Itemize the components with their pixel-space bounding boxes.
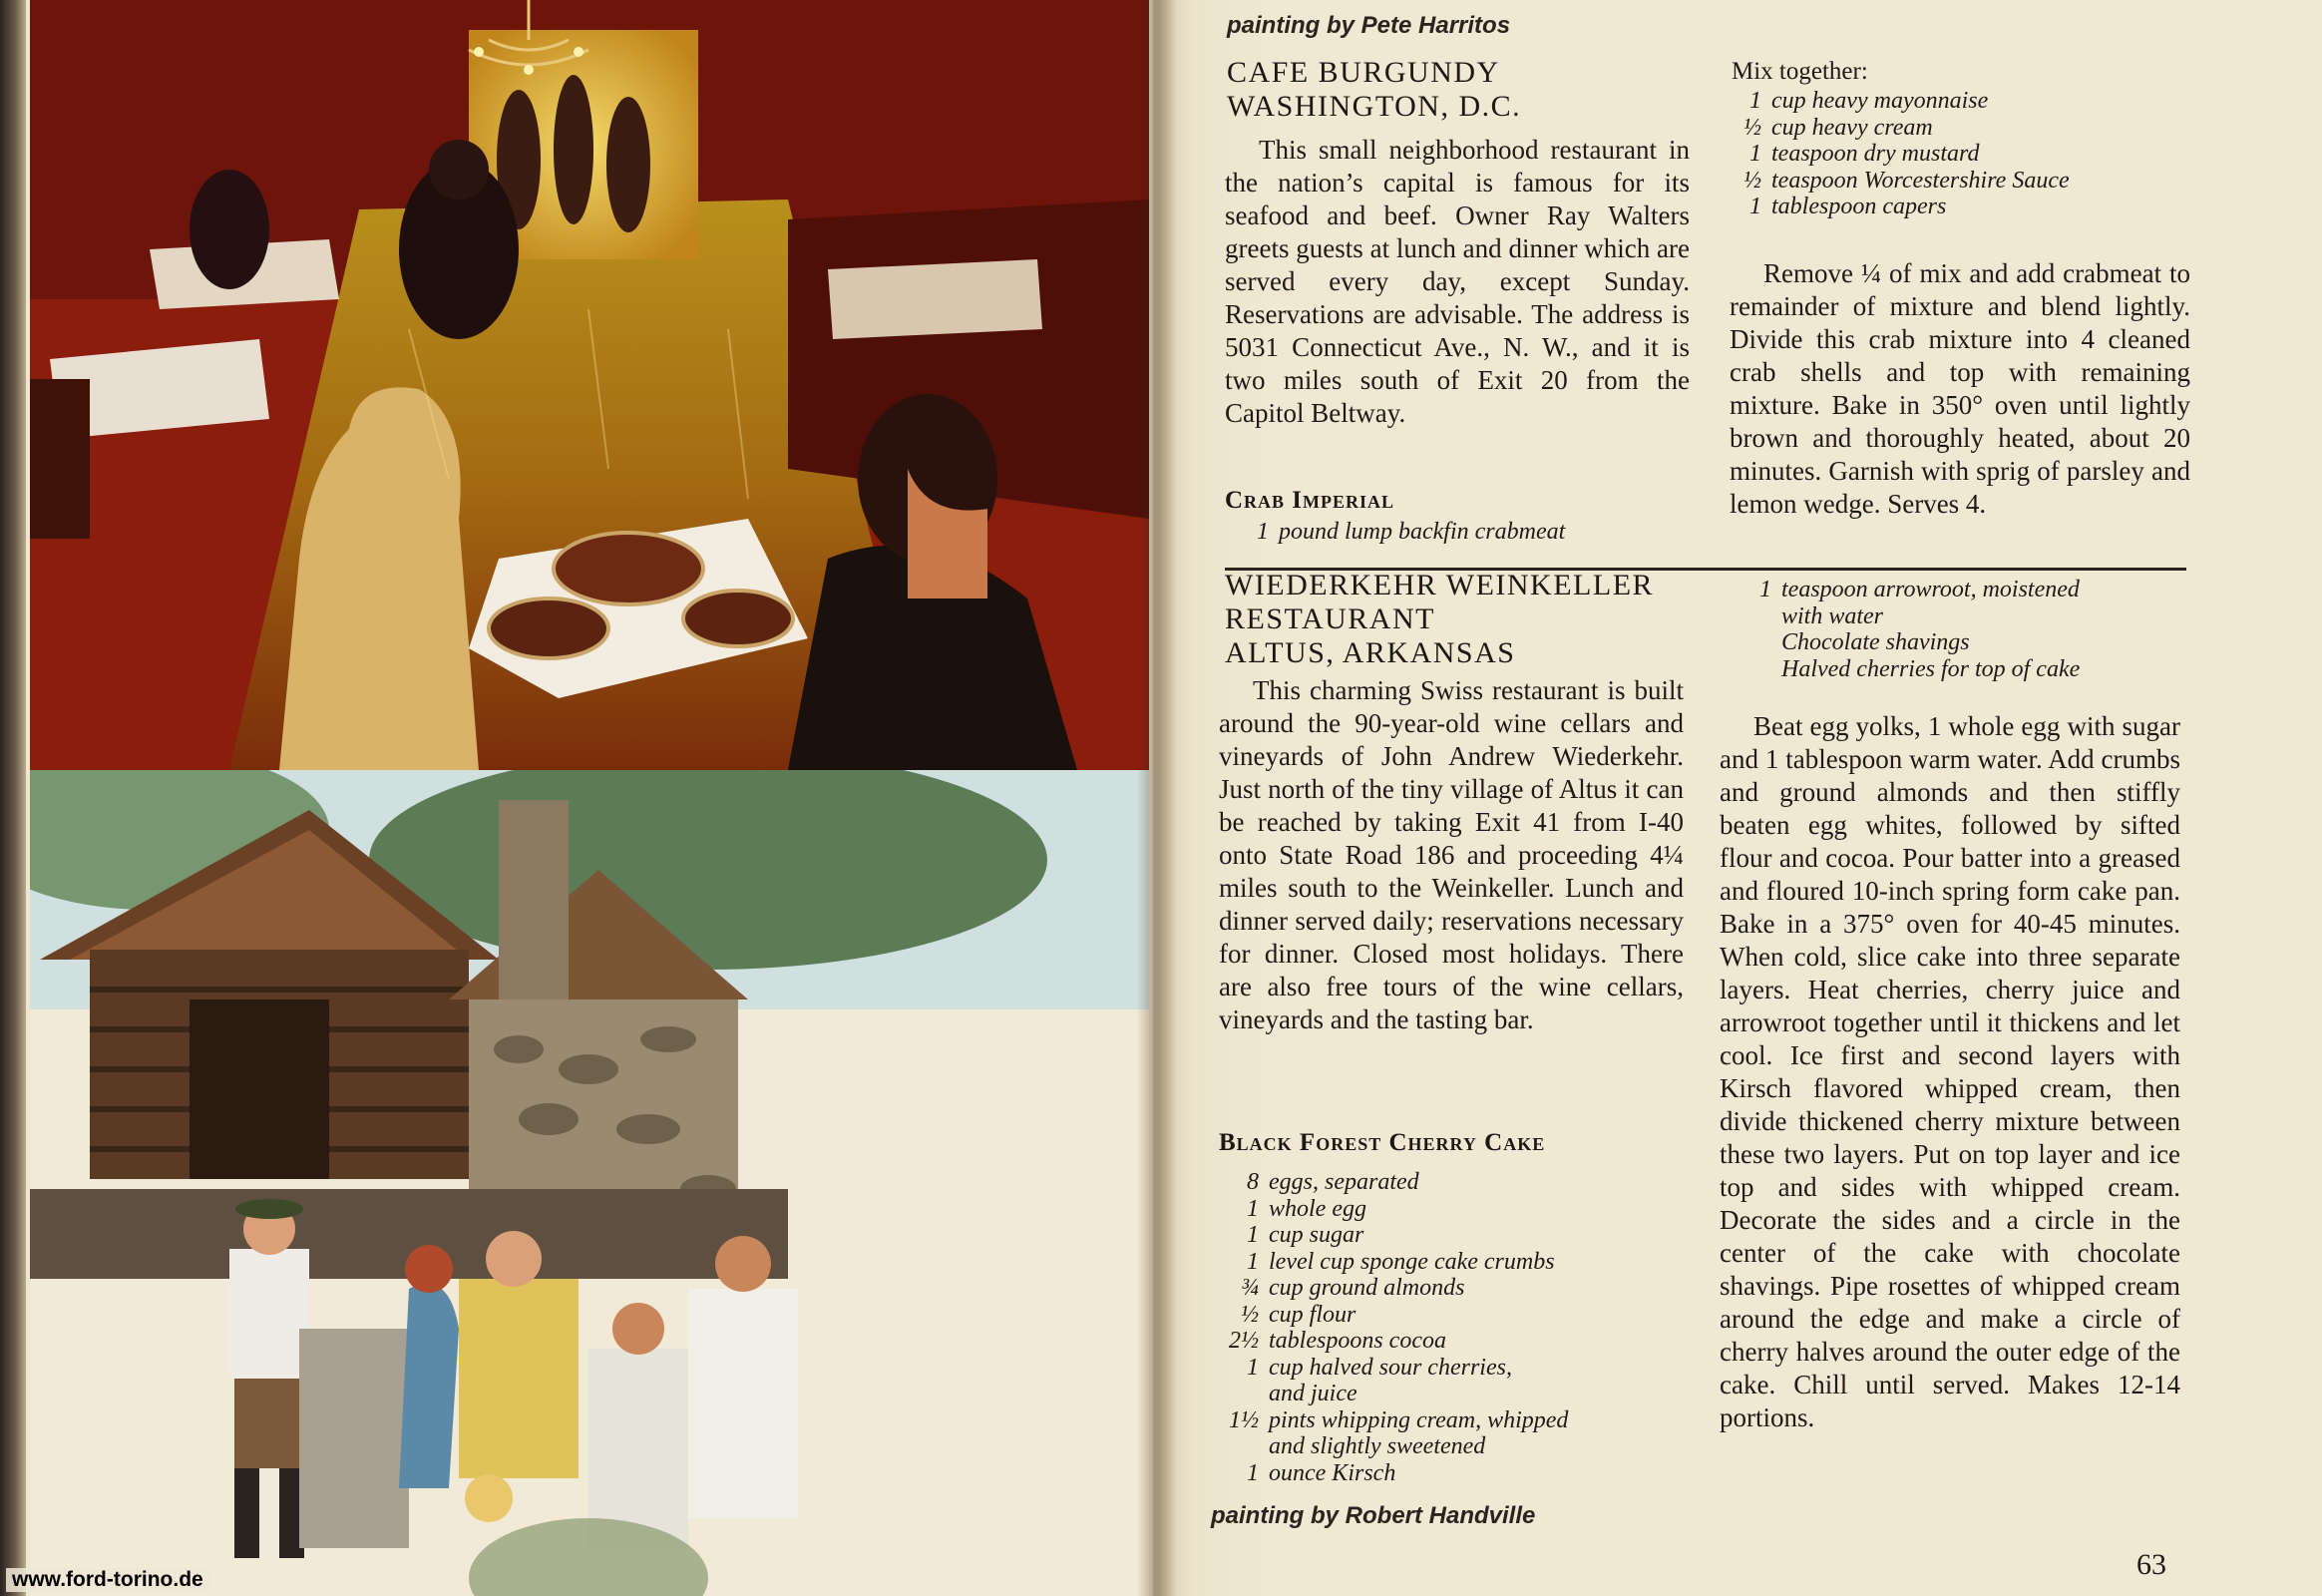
wiederkehr-description: [1219, 674, 1684, 1036]
heading-line: WASHINGTON, D.C.: [1227, 90, 1522, 123]
mix-ingredients-list: [1732, 88, 2170, 220]
cafe-burgundy-description: [1225, 134, 1690, 430]
black-forest-ingredients: [1219, 1169, 1688, 1486]
ingredient-item: and juice: [1269, 1381, 1357, 1406]
description-paragraph: This small neighborhood restaurant in the nation’s capital is famous for its seafood and beef. Owner Ray Walters greets guests at lunch and dinner which are served every day, except Sunday. Reservations are advisable. The address is 5031 Connecticut Ave., N. W., and it is two miles south of Exit 20 from the Capitol Beltway.: [1225, 135, 1690, 428]
cafe-burgundy-heading: [1227, 56, 1521, 124]
heading-line: ALTUS, ARKANSAS: [1225, 636, 1516, 669]
website-watermark[interactable]: www.ford-torino.de: [6, 1568, 209, 1592]
recipe-title-black-forest-cake: Black Forest Cherry Cake: [1219, 1129, 1546, 1156]
heading-line: RESTAURANT: [1225, 602, 1435, 635]
ingredient-item: ½ cup heavy cream: [1743, 114, 1933, 141]
ingredient-item: 1½ pints whipping cream, whipped: [1229, 1406, 1569, 1433]
ingredient-item: 1 teaspoon arrowroot, moistened: [1759, 577, 2080, 602]
ingredient-item: 1 cup halved sour cherries,: [1247, 1354, 1512, 1381]
black-forest-more-ingredients: [1742, 577, 2180, 682]
book-edge: [0, 0, 26, 1596]
painting-credit-top: painting by Pete Harritos: [1227, 12, 1511, 39]
mix-together-label: Mix together:: [1732, 58, 1868, 85]
ingredient-item: Halved cherries for top of cake: [1781, 655, 2081, 682]
ingredient-item: 1 cup sugar: [1247, 1222, 1364, 1248]
ingredient-item: 1 level cup sponge cake crumbs: [1247, 1248, 1555, 1275]
ingredient-item: 1 ounce Kirsch: [1247, 1459, 1396, 1486]
directions-paragraph: Beat egg yolks, 1 whole egg with sugar and 1 tablespoon warm water. Add crumbs and ground almonds and then stiffly beaten egg whites, followed by sifted flour and cocoa. Pour batter into a greased and floured 10-inch spring form cake pan. Bake in a 375° oven for 40-45 minutes. When cold, slice cake into three separate layers. Heat cherries, cherry juice and arrowroot together until it thickens and let cool. Ice first and second layers with Kirsch flavored whipped cream, then divide thickened cherry mixture between these two layers. Put on top layer and ice top and sides with whipped cream. Decorate the sides and a circle in the center of the cake with chocolate shavings. Pipe rosettes of whipped cream around the edge and make a circle of cherry halves around the outer edge of the cake. Chill until served. Makes 12-14 portions.: [1720, 711, 2180, 1432]
wiederkehr-heading: [1225, 569, 1654, 670]
ingredient-item: 1 cup heavy mayonnaise: [1749, 88, 1989, 114]
wiederkehr-painting: [30, 770, 1149, 1596]
recipe-title-crab-imperial: Crab Imperial: [1225, 487, 1395, 514]
ingredient-item: ¾ cup ground almonds: [1241, 1275, 1465, 1301]
page-number: 63: [2136, 1548, 2166, 1581]
directions-paragraph: Remove ¼ of mix and add crabmeat to remainder of mixture and blend lightly. Divide this crab mixture into 4 cleaned crab shells and top with remaining mixture. Bake in 350° oven until lightly brown and thoroughly heated, about 20 minutes. Garnish with sprig of parsley and lemon wedge. Serves 4.: [1730, 258, 2190, 519]
ingredient-item: and slightly sweetened: [1269, 1433, 1486, 1459]
ingredient-item: Chocolate shavings: [1781, 629, 1970, 655]
page-gutter: [1137, 0, 1177, 1596]
ingredient-item: 1 pound lump backfin crabmeat: [1257, 519, 1566, 545]
ingredient-item: 2½ tablespoons cocoa: [1229, 1328, 1446, 1354]
ingredient-item: 1 tablespoon capers: [1749, 194, 1947, 219]
heading-line: WIEDERKEHR WEINKELLER: [1225, 569, 1655, 601]
ingredient-item: 1 teaspoon dry mustard: [1749, 141, 1980, 167]
description-paragraph: This charming Swiss restaurant is built around the 90-year-old wine cellars and vineyards of John Andrew Wiederkehr. Just north of the tiny village of Altus it can be reached by taking Exit 41 from I-40 onto State Road 186 and proceeding 4¼ miles south to the Weinkeller. Lunch and dinner served daily; reservations necessary for dinner. Closed most holidays. There are also free tours of the wine cellars, vineyards and the tasting bar.: [1219, 675, 1684, 1034]
ingredient-item: ½ cup flour: [1241, 1301, 1356, 1328]
crab-imperial-directions: [1730, 257, 2190, 521]
ingredient-item: ½ teaspoon Worcestershire Sauce: [1743, 167, 2070, 194]
heading-line: CAFE BURGUNDY: [1227, 56, 1500, 89]
ingredient-item: 8 eggs, separated: [1247, 1169, 1419, 1195]
crab-imperial-ingredients: [1225, 519, 1684, 546]
ingredient-item: with water: [1781, 602, 1884, 629]
black-forest-directions: [1720, 710, 2180, 1434]
cafe-burgundy-painting: [30, 0, 1149, 770]
ingredient-item: 1 whole egg: [1247, 1195, 1366, 1222]
painting-credit-bottom: painting by Robert Handville: [1211, 1502, 1536, 1529]
